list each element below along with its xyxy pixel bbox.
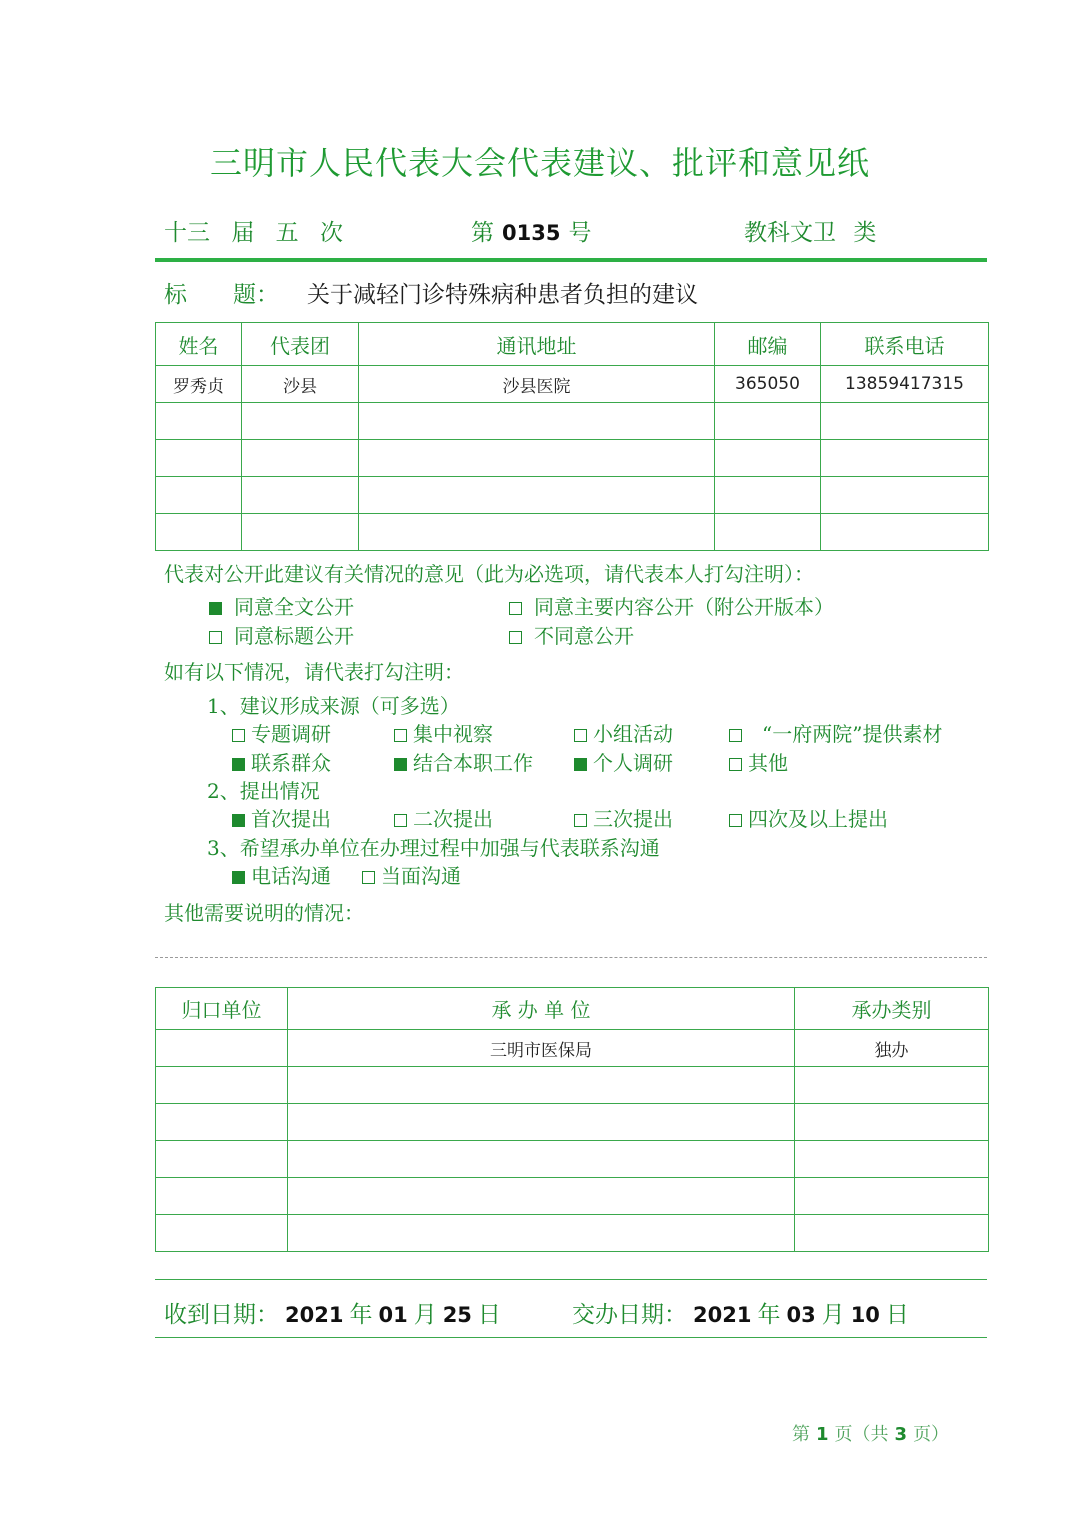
disclosure-option-none[interactable]: 不同意公开: [509, 620, 634, 649]
table-cell: [156, 440, 242, 477]
submission-question: 2、提出情况: [207, 779, 320, 803]
table-cell: [156, 1215, 288, 1252]
dates-bottom-rule: [155, 1337, 987, 1338]
checkbox[interactable]: [394, 758, 407, 771]
col-handling-unit: 承 办 单 位: [288, 988, 795, 1030]
table-cell: [288, 1104, 795, 1141]
source-option[interactable]: 结合本职工作: [394, 747, 533, 776]
table-cell: [715, 514, 821, 551]
source-option[interactable]: 专题调研: [232, 718, 331, 747]
checkbox[interactable]: [232, 814, 245, 827]
source-option[interactable]: 其他: [729, 747, 788, 776]
table-row: [156, 1067, 989, 1104]
submission-option[interactable]: 首次提出: [232, 803, 331, 832]
delegate-name: 罗秀贞: [156, 366, 242, 403]
table-cell: [715, 477, 821, 514]
checkbox[interactable]: [574, 758, 587, 771]
received-year: 2021: [285, 1303, 344, 1327]
assigned-day: 10: [850, 1303, 880, 1327]
source-option[interactable]: 个人调研: [574, 747, 673, 776]
subject-value: 关于减轻门诊特殊病种患者负担的建议: [307, 282, 698, 308]
table-cell: [242, 440, 359, 477]
checkbox[interactable]: [574, 729, 587, 742]
checkbox[interactable]: [209, 631, 222, 644]
subject-line: [164, 276, 698, 309]
table-row: [156, 403, 989, 440]
table-row: [156, 1178, 989, 1215]
session-info: [164, 214, 343, 247]
source-option[interactable]: 集中视察: [394, 718, 493, 747]
delegate-delegation: 沙县: [242, 366, 359, 403]
session-meeting-unit: 次: [319, 220, 343, 246]
table-cell: [359, 514, 715, 551]
source-question: 1、建议形成来源（可多选）: [207, 694, 460, 718]
table-cell: [242, 403, 359, 440]
col-name: 姓名: [156, 323, 242, 366]
handling-type: 独办: [795, 1030, 989, 1067]
checkbox[interactable]: [362, 871, 375, 884]
col-delegation: 代表团: [242, 323, 359, 366]
checkbox[interactable]: [394, 814, 407, 827]
table-row: [156, 1104, 989, 1141]
table-cell: [288, 1215, 795, 1252]
table-cell: [288, 1067, 795, 1104]
delegate-address: 沙县医院: [359, 366, 715, 403]
source-option[interactable]: 小组活动: [574, 718, 673, 747]
table-cell: [795, 1067, 989, 1104]
notes-divider: [155, 957, 987, 958]
checkbox[interactable]: [729, 729, 742, 742]
received-month: 01: [378, 1303, 408, 1327]
current-page: 1: [816, 1424, 829, 1445]
situations-prompt: 如有以下情况，请代表打勾注明：: [164, 660, 464, 684]
source-option[interactable]: 联系群众: [232, 747, 331, 776]
dates-top-rule: [155, 1279, 987, 1280]
disclosure-option-full[interactable]: 同意全文公开: [209, 591, 354, 620]
table-cell: [156, 1141, 288, 1178]
table-cell: [359, 477, 715, 514]
assigned-date: 交办日期： 2021 年 03 月 10 日: [572, 1302, 909, 1328]
table-cell: [288, 1141, 795, 1178]
proposal-number: 第 0135 号: [471, 220, 592, 246]
table-row: [156, 514, 989, 551]
table-cell: [156, 1178, 288, 1215]
checkbox[interactable]: [509, 631, 522, 644]
total-pages: 3: [894, 1424, 908, 1445]
checkbox[interactable]: [574, 814, 587, 827]
disclosure-option-title[interactable]: 同意标题公开: [209, 620, 354, 649]
table-cell: [795, 1104, 989, 1141]
table-row: [156, 1141, 989, 1178]
header-rule: [155, 258, 987, 262]
subject-label: 标 题：: [164, 282, 279, 308]
delegate-phone: 13859417315: [821, 366, 989, 403]
submission-option[interactable]: 四次及以上提出: [729, 803, 888, 832]
col-address: 通讯地址: [359, 323, 715, 366]
disclosure-prompt: 代表对公开此建议有关情况的意见（此为必选项，请代表本人打勾注明）：: [164, 562, 814, 586]
handling-table-header: [156, 988, 989, 1030]
proposal-category: 教科文卫 类: [744, 220, 877, 246]
table-cell: [242, 477, 359, 514]
col-handling-type: 承办类别: [795, 988, 989, 1030]
col-responsible-dept: 归口单位: [156, 988, 288, 1030]
checkbox[interactable]: [232, 729, 245, 742]
proposal-category-value: 教科文卫: [744, 220, 836, 246]
assigned-year: 2021: [693, 1303, 752, 1327]
page-indicator: 第 1 页（共 3 页）: [792, 1424, 950, 1445]
checkbox[interactable]: [232, 871, 245, 884]
disclosure-option-main[interactable]: 同意主要内容公开（附公开版本）: [509, 591, 834, 620]
session-term: 十三: [164, 220, 210, 246]
table-cell: [821, 514, 989, 551]
delegate-table: [155, 322, 989, 551]
handling-unit: 三明市医保局: [288, 1030, 795, 1067]
table-cell: [821, 477, 989, 514]
checkbox[interactable]: [394, 729, 407, 742]
table-row: [156, 1030, 989, 1067]
col-postcode: 邮编: [715, 323, 821, 366]
checkbox[interactable]: [232, 758, 245, 771]
contact-question: 3、希望承办单位在办理过程中加强与代表联系沟通: [207, 836, 660, 860]
assigned-month: 03: [786, 1303, 816, 1327]
delegate-postcode: 365050: [715, 366, 821, 403]
table-row: [156, 366, 989, 403]
received-day: 25: [442, 1303, 472, 1327]
table-cell: [156, 1067, 288, 1104]
handling-table: [155, 987, 989, 1252]
delegate-table-header: [156, 323, 989, 366]
table-cell: [821, 403, 989, 440]
table-cell: [156, 477, 242, 514]
contact-option[interactable]: 当面沟通: [362, 860, 461, 889]
submission-option[interactable]: 二次提出: [394, 803, 493, 832]
table-cell: [715, 403, 821, 440]
contact-option[interactable]: 电话沟通: [232, 860, 331, 889]
table-cell: [288, 1178, 795, 1215]
submission-option[interactable]: 三次提出: [574, 803, 673, 832]
received-date: 收到日期： 2021 年 01 月 25 日: [164, 1302, 501, 1328]
other-notes-label: 其他需要说明的情况：: [164, 901, 364, 925]
table-cell: [156, 403, 242, 440]
table-cell: [821, 440, 989, 477]
session-meeting: 五: [275, 220, 299, 246]
table-cell: [795, 1215, 989, 1252]
session-term-unit: 届: [231, 220, 255, 246]
proposal-number-value: 0135: [502, 221, 561, 245]
checkbox[interactable]: [729, 814, 742, 827]
table-cell: [359, 440, 715, 477]
table-cell: [156, 1104, 288, 1141]
table-row: [156, 477, 989, 514]
checkbox[interactable]: [729, 758, 742, 771]
table-cell: [715, 440, 821, 477]
table-cell: [242, 514, 359, 551]
checkbox[interactable]: [209, 602, 222, 615]
col-phone: 联系电话: [821, 323, 989, 366]
table-cell: [795, 1178, 989, 1215]
table-row: [156, 440, 989, 477]
table-cell: [156, 1030, 288, 1067]
table-cell: [795, 1141, 989, 1178]
document-title: 三明市人民代表大会代表建议、批评和意见纸: [209, 144, 870, 182]
table-row: [156, 1215, 989, 1252]
table-cell: [156, 514, 242, 551]
checkbox[interactable]: [509, 602, 522, 615]
source-option[interactable]: “一府两院”提供素材: [729, 718, 942, 747]
table-cell: [359, 403, 715, 440]
